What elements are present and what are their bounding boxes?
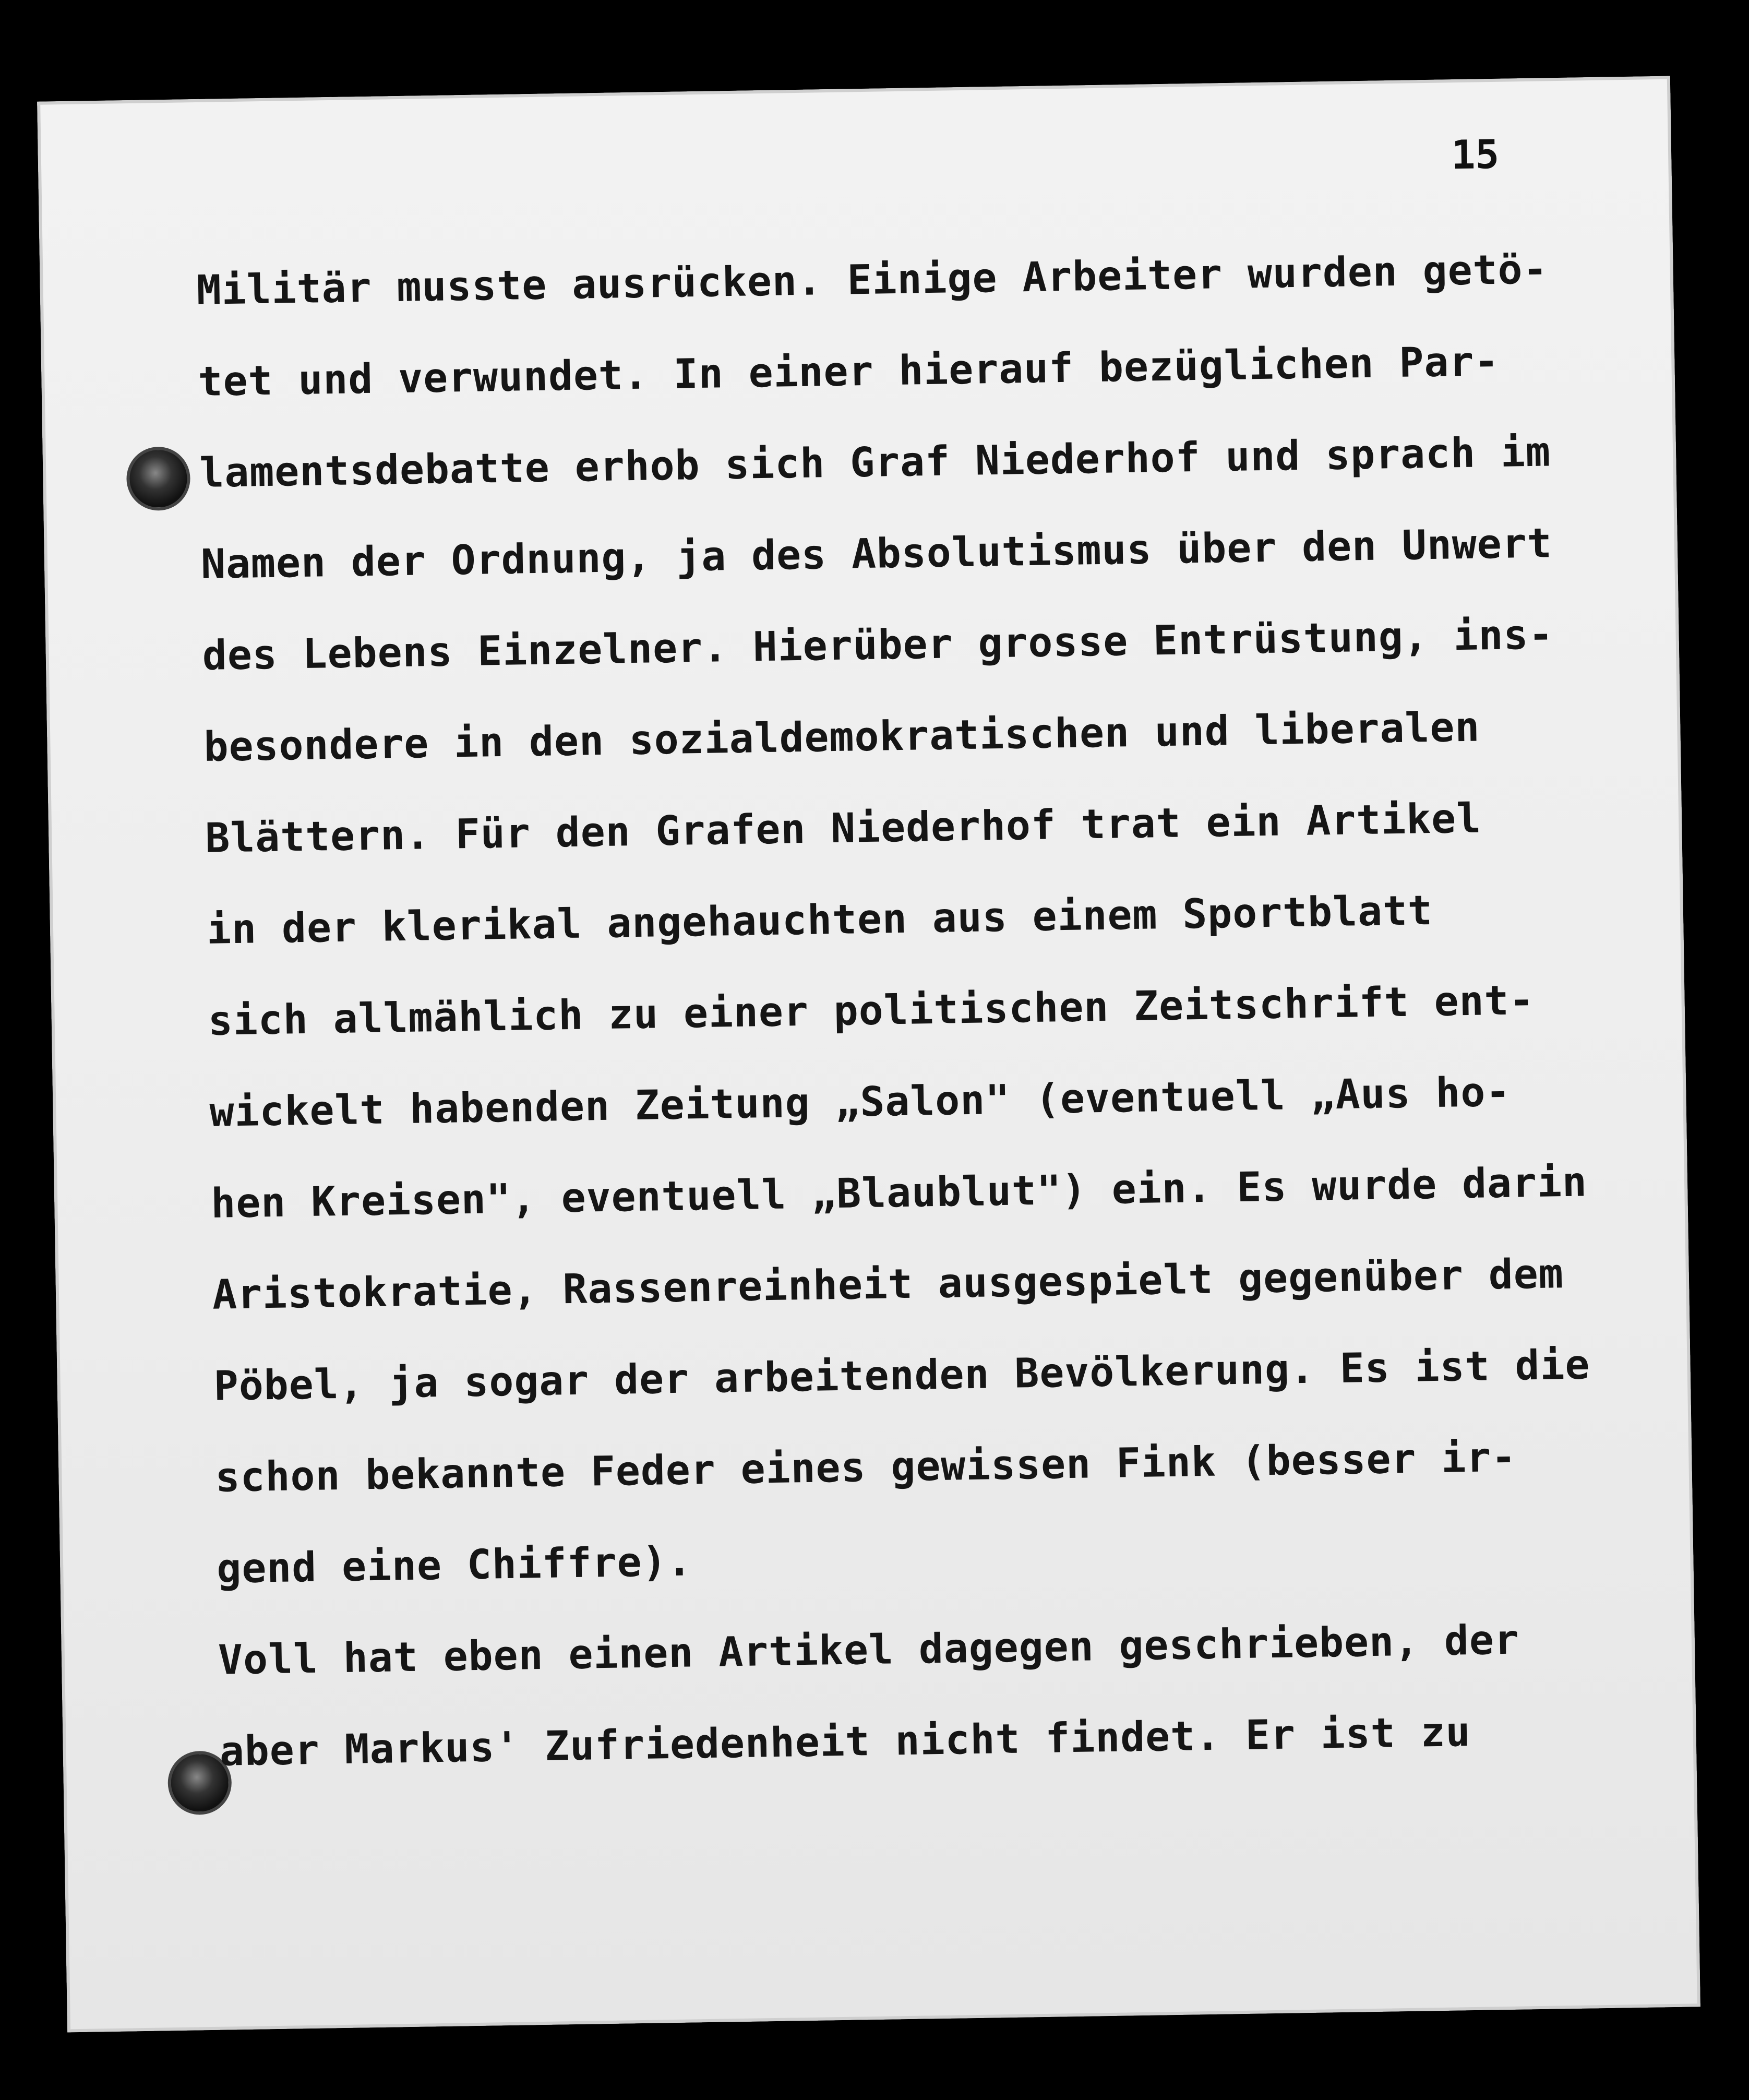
text-line: in der klerikal angehauchten aus einem Sportblatt [206,887,1433,953]
text-line: sich allmählich zu einer politischen Zeitschrift ent- [208,976,1535,1045]
punch-hole-icon [126,446,191,511]
text-line: hen Kreisen", eventuell „Blaublut") ein. Es wurde darin [210,1159,1588,1227]
text-line: besondere in den sozialdemokratischen und liberalen [203,703,1480,771]
text-line: gend eine Chiffre). [216,1538,693,1593]
text-line: tet und verwundet. In einer hierauf bezüglichen Par- [197,338,1500,406]
text-line: schon bekannte Feder eines gewissen Fink (besser ir- [214,1434,1517,1501]
text-line: lamentsdebatte erhob sich Graf Niederhof und sprach im [199,428,1551,497]
text-line: wickelt habenden Zeitung „Salon" (eventuell „Aus ho- [209,1068,1511,1136]
document-page [37,76,1700,2033]
text-line: Pöbel, ja sogar der arbeitenden Bevölkerung. Es ist die [213,1341,1591,1410]
text-line: Aristokratie, Rassenreinheit ausgespielt gegenüber dem [212,1250,1564,1319]
text-line: aber Markus' Zufriedenheit nicht findet. Er ist zu [219,1709,1471,1775]
text-line: Blättern. Für den Grafen Niederhof trat ein Artikel [205,795,1482,862]
text-line: Namen der Ordnung, ja des Absolutismus über den Unwert [200,520,1553,588]
text-line: Voll hat eben einen Artikel dagegen geschrieben, der [218,1616,1520,1684]
typed-text-body [196,223,1639,1797]
page-number: 15 [1451,130,1500,178]
text-line: Militär musste ausrücken. Einige Arbeiter wurden getö- [196,246,1549,315]
text-line: des Lebens Einzelner. Hierüber grosse Entrüstung, ins- [202,611,1554,679]
